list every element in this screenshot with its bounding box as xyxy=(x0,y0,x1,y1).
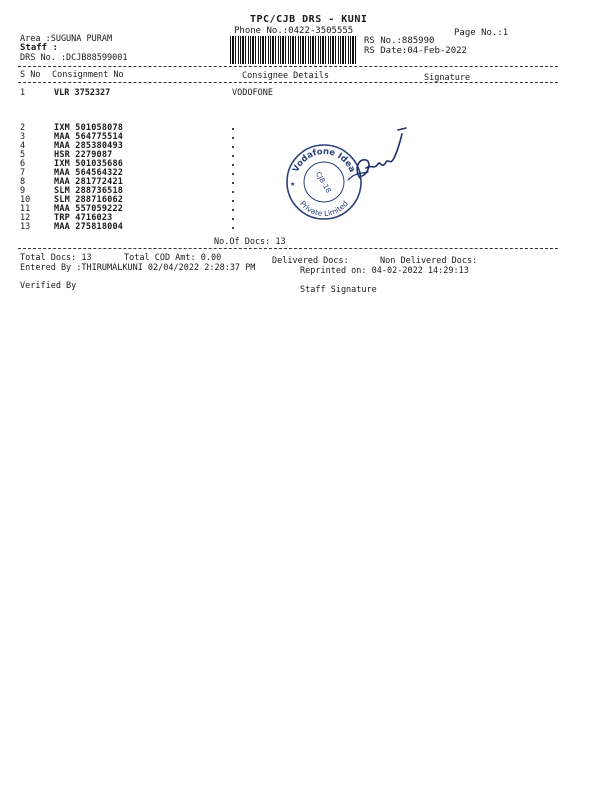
column-sno: S No xyxy=(20,70,41,80)
staff-label: Staff : xyxy=(20,43,58,53)
row-sno: 8 xyxy=(20,177,26,187)
columns-divider xyxy=(18,82,558,83)
handwritten-signature xyxy=(340,120,420,190)
stamp-center-text: CJB-18 xyxy=(313,170,333,195)
row-sno: 2 xyxy=(20,123,26,133)
placeholder-dot xyxy=(232,227,234,229)
stamp-bottom-text: Private Limited xyxy=(298,199,350,219)
footer-divider xyxy=(18,248,558,249)
rs-date: RS Date:04-Feb-2022 xyxy=(364,46,467,56)
row-sno: 11 xyxy=(20,204,31,214)
stamp-star-icon: ★ xyxy=(290,181,296,188)
row-1-sno: 1 xyxy=(20,88,26,98)
row-sno: 6 xyxy=(20,159,26,169)
row-consignment: SLM 288736518 xyxy=(54,186,124,196)
reprinted-on: Reprinted on: 04-02-2022 14:29:13 xyxy=(300,266,469,276)
placeholder-dot xyxy=(232,128,234,130)
placeholder-dot xyxy=(232,164,234,166)
page-number: Page No.:1 xyxy=(454,28,509,38)
column-signature: Signature xyxy=(424,73,471,83)
rs-number: RS No.:885990 xyxy=(364,36,435,46)
row-consignment: MAA 275818004 xyxy=(54,222,124,232)
document-title: TPC/CJB DRS - KUNI xyxy=(250,14,368,25)
row-sno: 7 xyxy=(20,168,26,178)
placeholder-dot xyxy=(232,218,234,220)
non-delivered-docs: Non Delivered Docs: xyxy=(380,256,478,266)
row-consignment: MAA 564775514 xyxy=(54,132,124,142)
placeholder-dot xyxy=(232,146,234,148)
placeholder-dot xyxy=(232,137,234,139)
total-cod-amount: Total COD Amt: 0.00 xyxy=(124,253,222,263)
row-1-consignment: VLR 3752327 xyxy=(54,88,111,98)
phone-number: Phone No.:0422-3505555 xyxy=(234,26,354,36)
row-consignment: MAA 281772421 xyxy=(54,177,124,187)
placeholder-dot xyxy=(232,173,234,175)
no-of-docs: No.Of Docs: 13 xyxy=(214,237,286,247)
row-sno: 13 xyxy=(20,222,31,232)
column-consignee: Consignee Details xyxy=(242,71,329,81)
row-consignment: MAA 285380493 xyxy=(54,141,124,151)
placeholder-dot xyxy=(232,200,234,202)
row-consignment: HSR 2279087 xyxy=(54,150,113,160)
staff-signature-label: Staff Signature xyxy=(300,285,377,295)
stamp-top-text: Vodafone Idea xyxy=(291,146,357,174)
row-consignment: SLM 288716062 xyxy=(54,195,124,205)
delivered-docs: Delivered Docs: xyxy=(272,256,349,266)
row-sno: 12 xyxy=(20,213,31,223)
placeholder-dot xyxy=(232,155,234,157)
row-consignment: MAA 564564322 xyxy=(54,168,124,178)
row-consignment: IXM 501058078 xyxy=(54,123,124,133)
drs-number: DRS No. :DCJB88599001 xyxy=(20,53,128,63)
area-label: Area :SUGUNA PURAM xyxy=(20,34,113,44)
row-sno: 9 xyxy=(20,186,26,196)
verified-by: Verified By xyxy=(20,281,77,291)
barcode xyxy=(230,36,358,64)
row-consignment: TRP 4716023 xyxy=(54,213,113,223)
row-sno: 3 xyxy=(20,132,26,142)
total-docs: Total Docs: 13 xyxy=(20,253,92,263)
row-sno: 5 xyxy=(20,150,26,160)
entered-by: Entered By :THIRUMALKUNI 02/04/2022 2:28:37 PM xyxy=(20,263,256,273)
row-consignment: IXM 501035686 xyxy=(54,159,124,169)
row-1-consignee: VODOFONE xyxy=(232,88,273,98)
row-sno: 4 xyxy=(20,141,26,151)
header-divider xyxy=(18,66,558,67)
row-sno: 10 xyxy=(20,195,31,205)
column-consignment: Consignment No xyxy=(52,70,124,80)
placeholder-dot xyxy=(232,209,234,211)
placeholder-dot xyxy=(232,182,234,184)
placeholder-dot xyxy=(232,191,234,193)
row-consignment: MAA 557059222 xyxy=(54,204,124,214)
